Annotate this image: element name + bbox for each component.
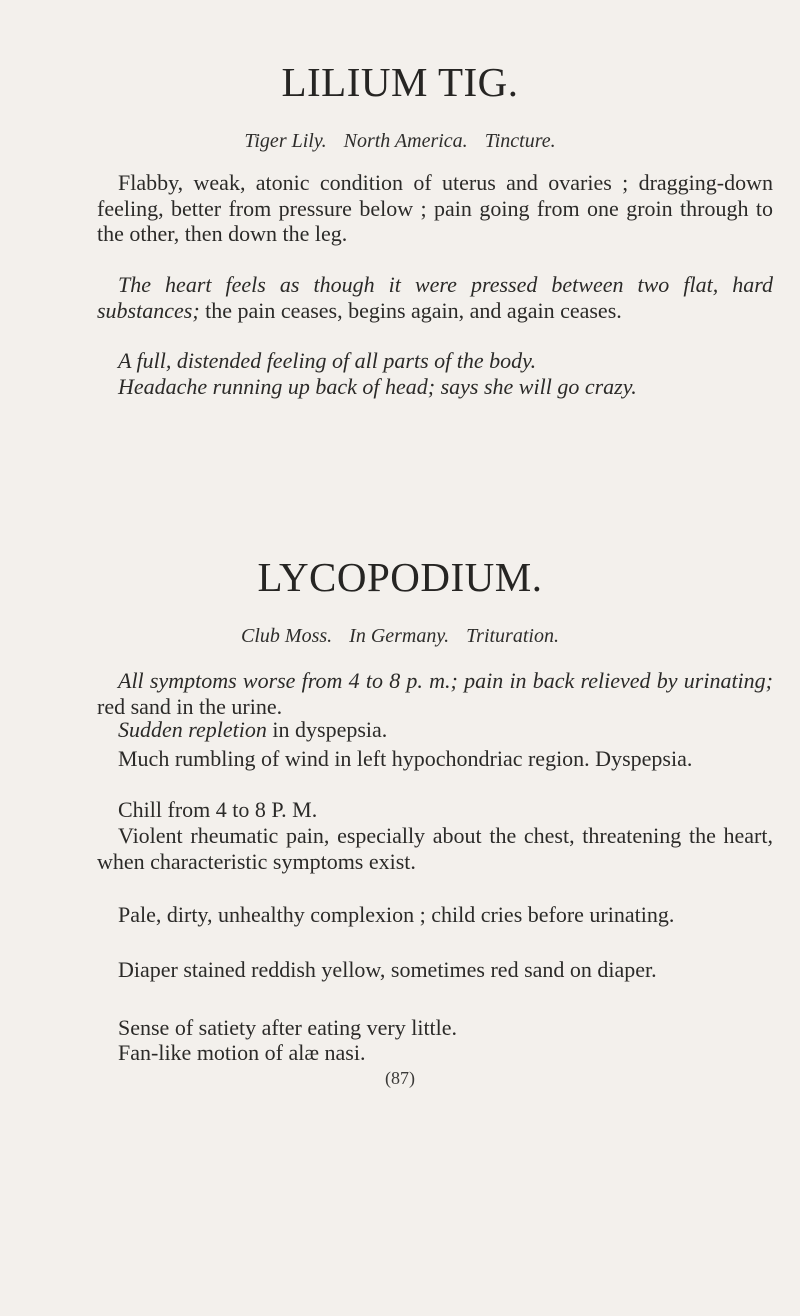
paragraph-text: Pale, dirty, unhealthy complexion ; child cries before urinating. [118,902,675,927]
lilium-paragraph-2 [97,272,773,323]
paragraph-text-italic: Sudden repletion [118,717,267,742]
lilium-paragraph-4 [97,374,773,400]
lycopodium-paragraph-6 [97,902,773,928]
paragraph-text: red sand in the urine. [97,693,283,719]
page-number: (87) [385,1068,415,1088]
paragraph-text: Diaper stained reddish yellow, sometimes red sand on diaper. [118,957,657,982]
lycopodium-paragraph-3 [97,746,773,772]
lycopodium-paragraph-7 [97,957,773,983]
lycopodium-paragraph-4 [97,797,773,823]
section-subtitle-lilium [0,130,800,153]
paragraph-text: Chill from 4 to 8 P. M. [118,797,318,822]
paragraph-text: Flabby, weak, atonic condition of uterus and ovaries ; dragging-down feeling, better from pressure below ; pain going from one groin through to the other, then down the leg. [97,170,773,246]
paragraph-text: Sense of satiety after eating very little. [118,1015,458,1040]
subtitle-part: North America. [343,130,468,152]
subtitle-part: Club Moss. [241,625,333,647]
lycopodium-paragraph-9 [97,1040,773,1066]
lycopodium-paragraph-5 [97,823,773,874]
section-subtitle-lycopodium [0,625,800,648]
subtitle-part: Trituration. [466,625,559,647]
subtitle-part: Tiger Lily. [244,130,327,152]
paragraph-text-italic: The heart feels as though it were pressed between two flat, hard substances; [97,272,773,323]
paragraph-text-italic: All symptoms worse from 4 to 8 p. m.; pain in back relieved by urinating; [118,668,773,693]
section-title-lilium: LILIUM TIG. [281,59,519,105]
paragraph-text: the pain ceases, begins again, and again ceases. [199,297,622,323]
lycopodium-paragraph-8 [97,1015,773,1041]
paragraph-text: in dyspepsia. [266,717,388,742]
section-title-lycopodium: LYCOPODIUM. [257,554,543,600]
lilium-paragraph-3 [97,348,773,374]
subtitle-part: In Germany. [349,625,450,647]
paragraph-text-italic: A full, distended feeling of all parts of the body. [118,348,537,373]
lilium-paragraph-1 [97,170,773,247]
paragraph-text: Fan-like motion of alæ nasi. [118,1040,366,1065]
paragraph-text-italic: Headache running up back of head; says she will go crazy. [118,374,637,399]
lycopodium-paragraph-2 [97,717,773,743]
paragraph-text: Violent rheumatic pain, especially about the chest, threatening the heart, when characteristic symptoms exist. [97,823,773,874]
subtitle-part: Tincture. [484,130,556,152]
paragraph-text: Much rumbling of wind in left hypochondriac region. Dyspepsia. [118,746,693,771]
lycopodium-paragraph-1 [97,668,773,719]
